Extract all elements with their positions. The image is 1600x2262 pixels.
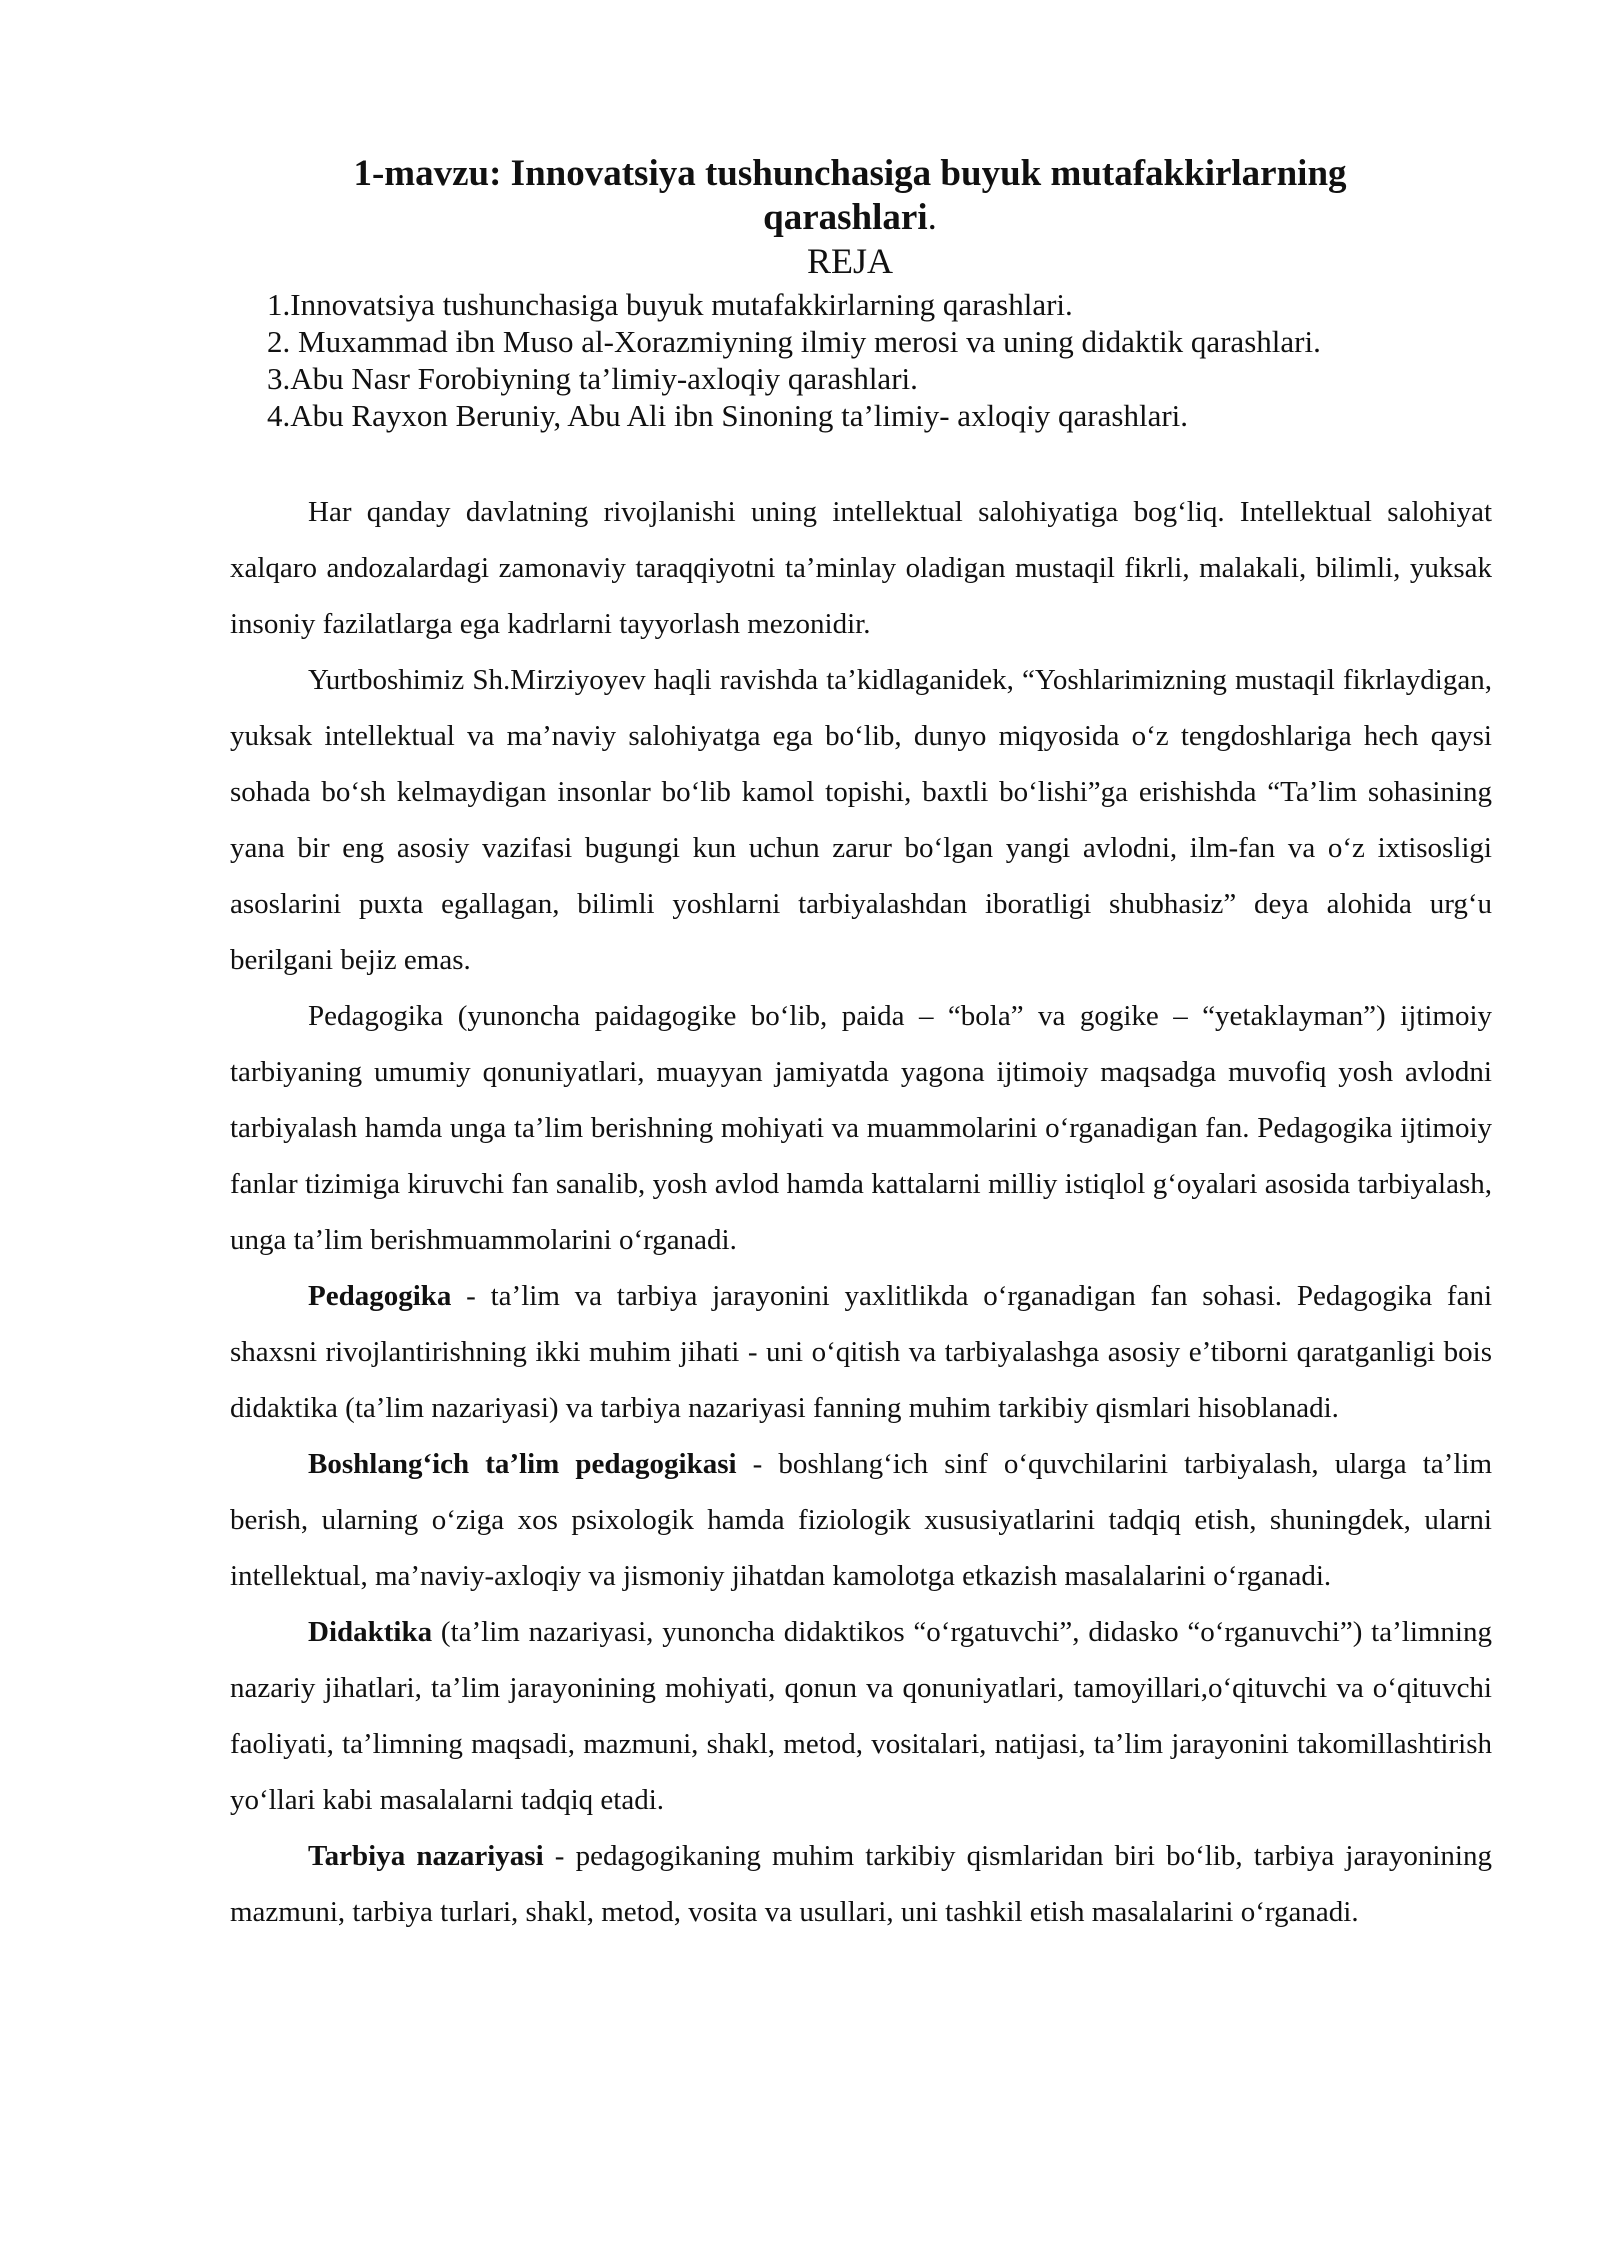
body-text xyxy=(230,484,1492,1940)
plan-item: 3.Abu Nasr Forobiyning ta’limiy-axloqiy qarashlari. xyxy=(267,361,918,396)
topic-title-text: 1-mavzu: Innovatsiya tushunchasiga buyuk mutafakkirlarning qarashlari xyxy=(353,153,1347,238)
paragraph-text: - pedagogikaning muhim tarkibiy qismlaridan biri bo‘lib, tarbiya jarayonining mazmuni, tarbiya turlari, shakl, metod, vosita va usullari, uni tashkil etish masalalarini o‘rganadi. xyxy=(230,1840,1492,1928)
paragraph-primary-pedagogy xyxy=(230,1436,1492,1604)
paragraph-text: Har qanday davlatning rivojlanishi uning intellektual salohiyatiga bog‘liq. Intellektual salohiyat xalqaro andozalardagi zamonaviy taraqqiyotni ta’minlay oladigan mustaqil fikrli, malakali, bilimli, yuksak insoniy fazilatlarga ega kadrlarni tayyorlash mezonidir. xyxy=(230,496,1492,640)
paragraph-pedagogy-definition xyxy=(230,1268,1492,1436)
term-primary-pedagogy: Boshlang‘ich ta’lim pedagogikasi xyxy=(308,1448,737,1480)
paragraph-didactics xyxy=(230,1604,1492,1828)
paragraph-text: - ta’lim va tarbiya jarayonini yaxlitlikda o‘rganadigan fan sohasi. Pedagogika fani shaxsni rivojlantirishning ikki muhim jihati - uni o‘qitish va tarbiyalashga asosiy e’tiborni qaratganligi bois didaktika (ta’lim nazariyasi) va tarbiya nazariyasi fanning muhim tarkibiy qismlari hisoblanadi. xyxy=(230,1280,1492,1424)
paragraph-pedagogy-etymology xyxy=(230,988,1492,1268)
paragraph-text: - boshlang‘ich sinf o‘quvchilarini tarbiyalash, ularga ta’lim berish, ularning o‘ziga xos psixologik hamda fiziologik xususiyatlarini tadqiq etish, shuningdek, ularni intellektual, ma’naviy-axloqiy va jismoniy jihatdan kamolotga etkazish masalalarini o‘rganadi. xyxy=(230,1448,1492,1592)
term-didaktika: Didaktika xyxy=(308,1616,433,1648)
paragraph-upbringing-theory xyxy=(230,1828,1492,1940)
paragraph-text: Yurtboshimiz Sh.Mirziyoyev haqli ravishda ta’kidlaganidek, “Yoshlarimizning mustaqil fikrlaydigan, yuksak intellektual va ma’naviy salohiyatga ega bo‘lib, dunyo miqyosida o‘z tengdoshlariga hech qaysi sohada bo‘sh kelmaydigan insonlar bo‘lib kamol topishi, baxtli bo‘lishi”ga erishishda “Ta’lim sohasining yana bir eng asosiy vazifasi bugungi kun uchun zarur bo‘lgan yangi avlodni, ilm-fan va o‘z ixtisosligi asoslarini puxta egallagan, bilimli yoshlarni tarbiyalashdan iboratligi shubhasiz” deya alohida urg‘u berilgani bejiz emas. xyxy=(230,664,1492,976)
plan-item: 4.Abu Rayxon Beruniy, Abu Ali ibn Sinoning ta’limiy- axloqiy qarashlari. xyxy=(267,398,1189,433)
paragraph-text: Pedagogika (yunoncha paidagogike bo‘lib, paida – “bola” va gogike – “yetaklayman”) ijtimoiy tarbiyaning umumiy qonuniyatlari, muayyan jamiyatda yagona ijtimoiy maqsadga muvofiq yosh avlodni tarbiyalash hamda unga ta’lim berishning mohiyati va muammolarini o‘rganadigan fan. Pedagogika ijtimoiy fanlar tizimiga kiruvchi fan sanalib, yosh avlod hamda kattalarni milliy istiqlol g‘oyalari asosida tarbiyalash, unga ta’lim berishmuammolarini o‘rganadi. xyxy=(230,1000,1492,1256)
topic-title xyxy=(280,152,1420,240)
plan-heading: REJA xyxy=(806,241,893,281)
paragraph-intellectual-potential xyxy=(230,484,1492,652)
topic-title-period: . xyxy=(927,197,937,238)
plan-item: 1.Innovatsiya tushunchasiga buyuk mutafakkirlarning qarashlari. xyxy=(267,287,1073,322)
term-tarbiya-nazariyasi: Tarbiya nazariyasi xyxy=(308,1840,544,1872)
term-pedagogika: Pedagogika xyxy=(308,1280,452,1312)
paragraph-text: (ta’lim nazariyasi, yunoncha didaktikos “o‘rgatuvchi”, didasko “o‘rganuvchi”) ta’limning nazariy jihatlari, ta’lim jarayonining mohiyati, qonun va qonuniyatlari, tamoyillari,o‘qituvchi va o‘qituvchi faoliyati, ta’limning maqsadi, mazmuni, shakl, metod, vositalari, natijasi, ta’lim jarayonini takomillashtirish yo‘llari kabi masalalarni tadqiq etadi. xyxy=(230,1616,1492,1816)
plan-item: 2. Muxammad ibn Muso al-Xorazmiyning ilmiy merosi va uning didaktik qarashlari. xyxy=(267,324,1321,359)
paragraph-president-quote xyxy=(230,652,1492,988)
plan-list xyxy=(267,286,1321,434)
